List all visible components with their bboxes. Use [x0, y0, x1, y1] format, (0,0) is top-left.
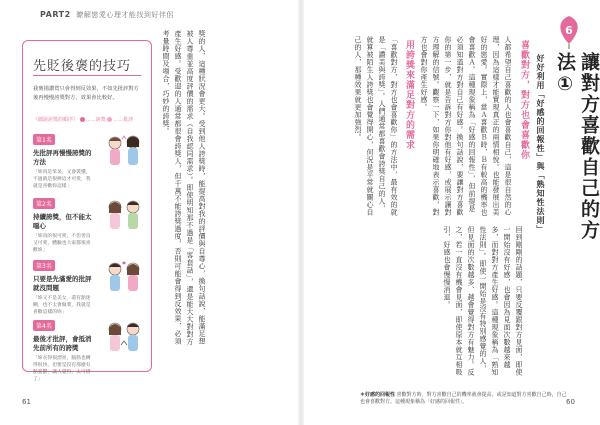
part-number: 2 [64, 10, 71, 19]
step-title: 最後才批評，會抵消先前所有的誇獎 [33, 335, 92, 352]
footnote: ＊好感的回報性 喜歡對方時，對方喜歡自己的機率就會提高，或是知道對方喜歡自己時，自己也會喜歡對方。這種現象稱為「好感的回報性」。 [360, 392, 567, 405]
legend-praise: ……誇獎 [85, 117, 106, 123]
part-header [40, 10, 174, 20]
couple-illustration-icon [103, 317, 145, 361]
rank-badge: 第1名 [33, 134, 55, 145]
legend-title: 《細說誇獎的順序》 [33, 117, 79, 123]
page-number-right: 60 [566, 398, 575, 406]
ranking-step-1 [33, 127, 145, 190]
couple-illustration-icon [103, 257, 145, 301]
step-title: 只要是先滿愛的批評就沒問題 [33, 275, 92, 292]
footnote-text: 喜歡對方時，對方喜歡自己的機率就會提高，或是知道對方喜歡自己時，自己也會喜歡對方。這種現象稱為「好感的回報性」。 [360, 392, 567, 405]
couple-illustration-icon [103, 195, 145, 239]
rank-badge: 第2名 [33, 198, 55, 209]
chapter-leaf-icon [554, 14, 584, 50]
section-body-1: 人都希望自己喜歡的人也會喜歡自己，這是很自然的心理，因為這樣才能實現真正的兩情相悅。也能發展出美好的戀愛。實際上，當Ａ喜歡Ｂ時，Ｂ有較高的機率也會喜歡Ａ。這種現象稱為「好感的回報性」，但前提是必須知道對方對自己有好感。換句話說，要讓對方喜歡你的第一步，就是告訴對方你對他有好感，或展示讓對方理解的信號。觀察一下，如果你明確地表示喜歡，對方也會對你產生好感。 [420, 36, 512, 216]
technique-box [22, 40, 152, 382]
page-number-left: 61 [22, 398, 31, 406]
step-example: 「妳真是笨呆，又會裝懂。不過就是很棒這才可愛，我就是喜歡妳這樣」 [33, 170, 91, 189]
step-example: 「妳長得很漂亮，腦筋也轉得很快，但要是沒有那麼有點憂鬱，讓人覺得，太可惜了」 [33, 356, 91, 382]
rank-badge: 第3名 [33, 260, 55, 271]
box-title: 先貶後褒的技巧 [33, 55, 131, 74]
rank-badge: 第4名 [33, 320, 55, 331]
ranking-step-3 [33, 253, 145, 316]
ranking-step-2 [33, 191, 145, 254]
part-label: PART [40, 10, 65, 19]
step-example: 「妳真的很可愛，不但善良又可愛，體驗也大家都很喜歡妳」 [33, 234, 91, 253]
chapter-number: 6 [565, 24, 573, 37]
praise-order-legend [33, 116, 143, 123]
left-body-text: 獎的人，這種狀況會更大。受到他人誇獎時，能提高對我的評價與自尊心，換句話說，能滿足想被人尊重並高度評價的需求（自我認同需求）。即使明知那不過是「客套話」，還是能大大對對方產生好感。受歡迎的人通常都很會誇獎人，但千萬不能誇獎過度，否則可能會得到反效果，必須考量時間及場合，巧妙的誇獎。 [162, 30, 206, 346]
right-body-lower: 回到剛剛的話題，只要反覆跟對方見面，即使一開始沒有好感，也會因為見面次數越來越多，而對對方產生好感。這種現象稱為「熟知性法則」。即使一開始是沒有特別感覺的人，但見面的次數越多、越會覺得對方有魅力。反之，若一直沒有機會見面，即使原本就互相吸引，好感也會慢慢消退。 [443, 226, 523, 376]
ranking-step-4 [33, 313, 145, 383]
section-heading-2: 用誇獎來滿足對方的需求 [404, 40, 414, 150]
chapter-title: 讓對方喜歡自己的方法① [554, 52, 600, 241]
footnote-title: 好感的回報性 [365, 392, 396, 398]
couple-illustration-icon [103, 131, 145, 175]
step-title: 先批評再慢慢誇獎的方法 [33, 149, 92, 166]
section-heading-1: 喜歡對方，對方也會喜歡你 [519, 40, 529, 160]
step-title: 持續誇獎，但不能太噁心 [33, 213, 92, 230]
step-example: 「妳又不是美女，還有點迷糊，也不太會做菜，我就是喜歡這樣的妳」 [33, 296, 91, 315]
box-intro: 我褒揚讚賞只會得到反效果，不如先批評對方後再慢慢誇獎對方，效果會比較好。 [33, 86, 139, 101]
legend-criticize: ……批評 [113, 117, 134, 123]
praise-dot-icon [80, 117, 85, 122]
chapter-subtitle: 好好利用「好感的回報性」與「熟知性法則」 [536, 54, 545, 234]
section-body-2: 「喜歡對方，對方也會喜歡你」的方法中，最有效的就是「讚美與誇獎」。人們通常都喜歡會誇獎自己的人，就算被陌生人誇獎也會覺得開心，何況是平常就關心自己的人，那種效果就更加強烈。 [354, 36, 398, 216]
chapter-badge [554, 14, 584, 50]
part-title: 瞭解戀愛心理才能找到好伴侶 [76, 11, 174, 19]
page-gutter [298, 0, 304, 425]
criticize-dot-icon [107, 117, 112, 122]
